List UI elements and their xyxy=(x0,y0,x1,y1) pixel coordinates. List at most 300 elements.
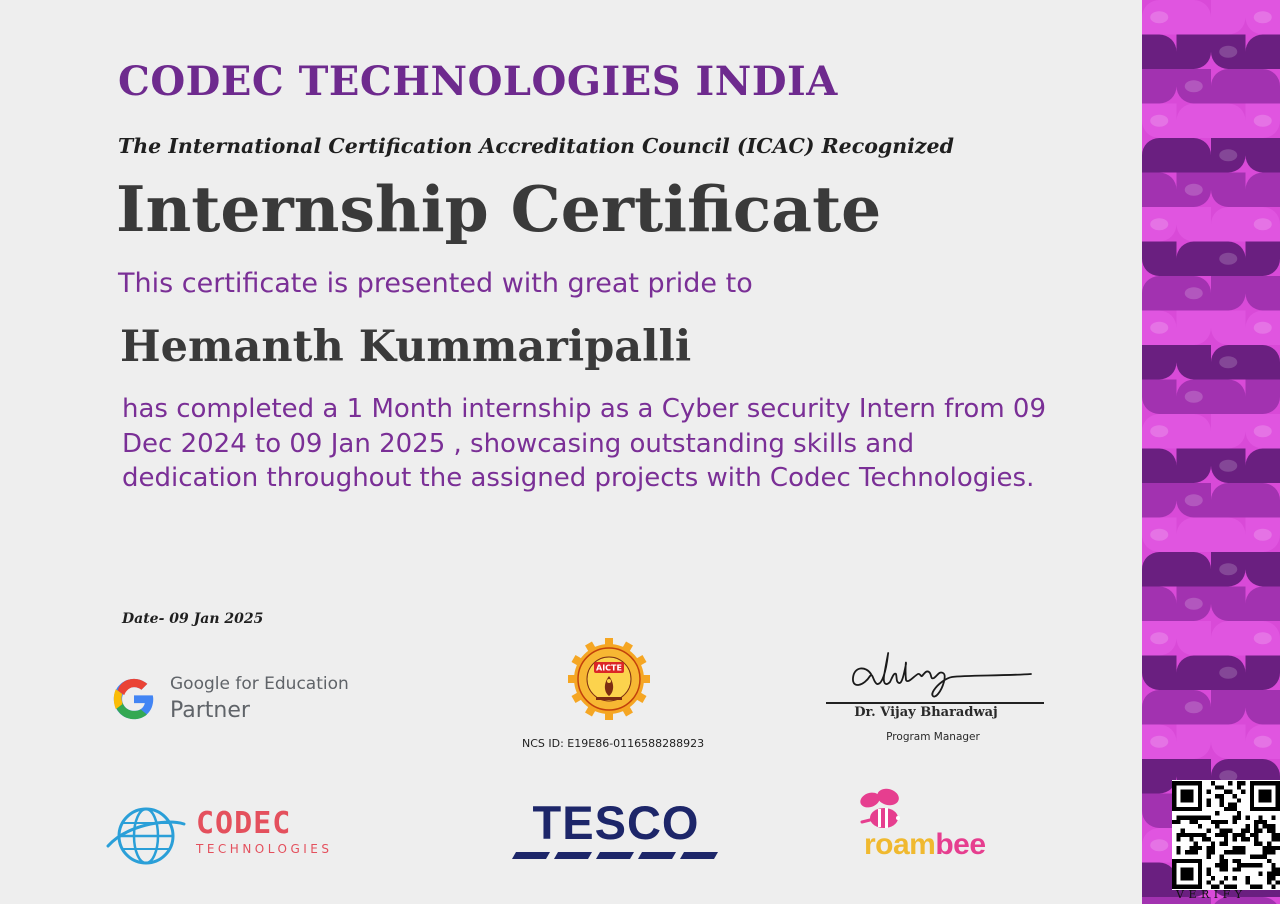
qr-module xyxy=(1185,850,1189,854)
qr-module xyxy=(1271,833,1275,837)
pattern-dot xyxy=(1185,494,1203,506)
qr-module xyxy=(1250,863,1254,867)
qr-module xyxy=(1224,859,1228,863)
qr-module xyxy=(1254,829,1258,833)
qr-module xyxy=(1258,807,1262,811)
qr-module xyxy=(1254,863,1258,867)
pattern-dot xyxy=(1150,839,1168,851)
pattern-cell xyxy=(1142,138,1177,173)
qr-module xyxy=(1194,846,1198,850)
pattern-cell xyxy=(1211,380,1246,415)
certificate-title: Internship Certificate xyxy=(116,172,882,246)
qr-module xyxy=(1202,833,1206,837)
qr-module xyxy=(1189,850,1193,854)
qr-module xyxy=(1258,794,1262,798)
pattern-cell xyxy=(1211,276,1246,311)
pattern-cell xyxy=(1142,449,1177,484)
pattern-cell xyxy=(1246,242,1280,277)
qr-module xyxy=(1237,811,1241,815)
qr-module xyxy=(1245,876,1249,880)
qr-module xyxy=(1258,816,1262,820)
qr-module xyxy=(1241,790,1245,794)
qr-module xyxy=(1276,798,1280,802)
pattern-dot xyxy=(1254,529,1272,541)
signatory-name: Dr. Vijay Bharadwaj xyxy=(854,705,998,720)
pattern-dot xyxy=(1185,701,1203,713)
qr-module xyxy=(1271,876,1275,880)
qr-module xyxy=(1241,781,1245,785)
qr-module xyxy=(1232,850,1236,854)
qr-module xyxy=(1189,790,1193,794)
qr-module xyxy=(1258,781,1262,785)
recognition-line: The International Certification Accreditation Council (ICAC) Recognized xyxy=(118,134,954,158)
presented-line: This certificate is presented with great pride to xyxy=(118,268,753,299)
pattern-cell xyxy=(1211,69,1246,104)
pattern-cell xyxy=(1211,311,1246,346)
qr-module xyxy=(1271,816,1275,820)
qr-module xyxy=(1207,867,1211,871)
qr-module xyxy=(1254,854,1258,858)
qr-module xyxy=(1224,850,1228,854)
qr-module xyxy=(1220,863,1224,867)
pattern-cell xyxy=(1177,207,1212,242)
pattern-dot xyxy=(1254,425,1272,437)
pattern-dot xyxy=(1185,598,1203,610)
pattern-cell xyxy=(1142,656,1177,691)
qr-module xyxy=(1220,859,1224,863)
qr-module xyxy=(1258,872,1262,876)
qr-module xyxy=(1211,846,1215,850)
qr-module xyxy=(1267,781,1271,785)
pattern-cell xyxy=(1211,104,1246,139)
qr-module xyxy=(1220,820,1224,824)
qr-module xyxy=(1258,820,1262,824)
qr-module xyxy=(1198,798,1202,802)
qr-module xyxy=(1232,859,1236,863)
qr-module xyxy=(1232,867,1236,871)
qr-module xyxy=(1189,816,1193,820)
signatory-role: Program Manager xyxy=(886,731,980,743)
qr-module xyxy=(1185,807,1189,811)
qr-module xyxy=(1202,816,1206,820)
qr-module xyxy=(1172,785,1176,789)
pattern-cell xyxy=(1177,449,1212,484)
qr-module xyxy=(1271,867,1275,871)
pattern-dot xyxy=(1254,632,1272,644)
pattern-dot xyxy=(1150,632,1168,644)
qr-module xyxy=(1189,820,1193,824)
qr-module xyxy=(1185,867,1189,871)
qr-module xyxy=(1263,854,1267,858)
pattern-dot xyxy=(1185,391,1203,403)
pattern-cell xyxy=(1246,690,1280,725)
qr-module xyxy=(1189,798,1193,802)
qr-module xyxy=(1263,798,1267,802)
qr-module xyxy=(1172,807,1176,811)
qr-module xyxy=(1198,781,1202,785)
codec-subtitle: TECHNOLOGIES xyxy=(196,842,333,856)
qr-module xyxy=(1237,785,1241,789)
qr-module xyxy=(1181,867,1185,871)
qr-module xyxy=(1258,841,1262,845)
globe-icon xyxy=(106,806,186,866)
pattern-cell xyxy=(1246,449,1280,484)
qr-module xyxy=(1241,850,1245,854)
pattern-dot xyxy=(1150,736,1168,748)
qr-module xyxy=(1224,867,1228,871)
qr-module xyxy=(1276,781,1280,785)
qr-module xyxy=(1258,798,1262,802)
qr-module xyxy=(1267,798,1271,802)
google-partner-line1: Google for Education xyxy=(170,674,349,694)
pattern-cell xyxy=(1211,207,1246,242)
qr-module xyxy=(1185,794,1189,798)
qr-module xyxy=(1198,833,1202,837)
pattern-cell xyxy=(1142,380,1177,415)
qr-module xyxy=(1276,794,1280,798)
qr-module xyxy=(1198,863,1202,867)
pattern-cell xyxy=(1177,311,1212,346)
pattern-cell xyxy=(1177,552,1212,587)
qr-module xyxy=(1245,824,1249,828)
qr-module xyxy=(1267,807,1271,811)
pattern-dot xyxy=(1185,287,1203,299)
qr-module xyxy=(1245,880,1249,884)
qr-module xyxy=(1211,876,1215,880)
pattern-cell xyxy=(1177,138,1212,173)
qr-module xyxy=(1241,829,1245,833)
qr-module xyxy=(1172,781,1176,785)
qr-module xyxy=(1258,863,1262,867)
pattern-dot xyxy=(1254,218,1272,230)
qr-module xyxy=(1276,846,1280,850)
qr-module xyxy=(1276,880,1280,884)
pattern-cell xyxy=(1211,621,1246,656)
qr-module xyxy=(1263,820,1267,824)
pattern-dot xyxy=(1219,149,1237,161)
pattern-cell xyxy=(1142,690,1177,725)
pattern-cell xyxy=(1142,587,1177,622)
qr-module xyxy=(1207,854,1211,858)
qr-module xyxy=(1198,867,1202,871)
qr-module xyxy=(1263,781,1267,785)
qr-module xyxy=(1176,837,1180,841)
qr-module xyxy=(1276,837,1280,841)
qr-module xyxy=(1172,867,1176,871)
qr-module xyxy=(1220,841,1224,845)
codec-technologies-logo xyxy=(106,806,366,866)
qr-module xyxy=(1189,876,1193,880)
pattern-cell xyxy=(1246,276,1280,311)
pattern-dot xyxy=(1150,115,1168,127)
aicte-seal-icon xyxy=(566,636,652,722)
qr-module xyxy=(1198,859,1202,863)
qr-module xyxy=(1220,785,1224,789)
pattern-cell xyxy=(1142,173,1177,208)
qr-module xyxy=(1181,781,1185,785)
verify-label: VERIFY xyxy=(1176,888,1247,901)
pattern-cell xyxy=(1177,0,1212,35)
pattern-dot xyxy=(1150,218,1168,230)
qr-module xyxy=(1181,798,1185,802)
pattern-cell xyxy=(1246,173,1280,208)
qr-module xyxy=(1211,781,1215,785)
pattern-dot xyxy=(1219,356,1237,368)
pattern-cell xyxy=(1211,483,1246,518)
qr-module xyxy=(1232,803,1236,807)
qr-module xyxy=(1185,798,1189,802)
pattern-cell xyxy=(1211,173,1246,208)
qr-module xyxy=(1271,872,1275,876)
qr-module xyxy=(1237,798,1241,802)
google-g-icon xyxy=(112,677,156,721)
pattern-cell xyxy=(1246,138,1280,173)
qr-module xyxy=(1267,841,1271,845)
qr-module xyxy=(1185,816,1189,820)
qr-module xyxy=(1267,872,1271,876)
qr-module xyxy=(1220,867,1224,871)
qr-module xyxy=(1241,833,1245,837)
qr-module xyxy=(1263,794,1267,798)
qr-module xyxy=(1189,859,1193,863)
recipient-name: Hemanth Kummaripalli xyxy=(120,322,692,372)
qr-module xyxy=(1228,850,1232,854)
qr-module xyxy=(1254,781,1258,785)
qr-module xyxy=(1215,820,1219,824)
qr-module xyxy=(1267,850,1271,854)
qr-module xyxy=(1250,781,1254,785)
qr-module xyxy=(1220,854,1224,858)
qr-module xyxy=(1250,807,1254,811)
qr-module xyxy=(1207,846,1211,850)
qr-module xyxy=(1267,876,1271,880)
qr-module xyxy=(1211,820,1215,824)
qr-module xyxy=(1198,794,1202,798)
qr-module xyxy=(1185,876,1189,880)
pattern-dot xyxy=(1150,322,1168,334)
qr-module xyxy=(1237,781,1241,785)
pattern-cell xyxy=(1142,897,1177,904)
roambee-word xyxy=(864,828,986,862)
pattern-cell xyxy=(1142,276,1177,311)
pattern-cell xyxy=(1177,725,1212,760)
pattern-cell xyxy=(1246,345,1280,380)
description: has completed a 1 Month internship as a Cyber security Intern from 09 Dec 2024 to 09 Jan 2025 , showcasing outstanding skills and dedication throughout the assigned projects with Codec Technologies. xyxy=(122,394,1046,493)
qr-module xyxy=(1224,790,1228,794)
pattern-cell xyxy=(1211,518,1246,553)
qr-module xyxy=(1232,876,1236,880)
qr-module xyxy=(1207,837,1211,841)
qr-module xyxy=(1237,863,1241,867)
pattern-dot xyxy=(1219,563,1237,575)
google-education-partner-logo xyxy=(112,672,352,730)
qr-module xyxy=(1237,859,1241,863)
qr-module xyxy=(1271,829,1275,833)
qr-module xyxy=(1207,829,1211,833)
qr-module xyxy=(1245,816,1249,820)
pattern-cell xyxy=(1177,518,1212,553)
qr-module xyxy=(1215,833,1219,837)
qr-module xyxy=(1245,837,1249,841)
tesco-logo xyxy=(510,796,724,861)
qr-module xyxy=(1215,785,1219,789)
qr-module xyxy=(1181,790,1185,794)
qr-module xyxy=(1276,872,1280,876)
qr-module xyxy=(1172,798,1176,802)
ncs-id: NCS ID: E19E86-0116588288923 xyxy=(522,737,705,750)
verification-qr-code[interactable] xyxy=(1172,780,1280,890)
qr-module xyxy=(1258,854,1262,858)
qr-module xyxy=(1207,798,1211,802)
pattern-cell xyxy=(1211,414,1246,449)
qr-module xyxy=(1271,824,1275,828)
qr-module xyxy=(1198,785,1202,789)
qr-module xyxy=(1176,816,1180,820)
qr-module xyxy=(1215,824,1219,828)
qr-module xyxy=(1276,833,1280,837)
qr-module xyxy=(1181,794,1185,798)
issue-date: Date- 09 Jan 2025 xyxy=(122,611,264,627)
qr-module xyxy=(1224,863,1228,867)
qr-module xyxy=(1189,837,1193,841)
qr-module xyxy=(1189,833,1193,837)
svg-text:AICTE: AICTE xyxy=(596,663,622,673)
qr-module xyxy=(1220,833,1224,837)
qr-module xyxy=(1207,803,1211,807)
qr-module xyxy=(1250,794,1254,798)
qr-module xyxy=(1194,781,1198,785)
qr-module xyxy=(1176,859,1180,863)
qr-module xyxy=(1194,833,1198,837)
qr-module xyxy=(1172,863,1176,867)
qr-module xyxy=(1220,829,1224,833)
pattern-dot xyxy=(1150,11,1168,23)
qr-module xyxy=(1263,850,1267,854)
qr-module xyxy=(1176,850,1180,854)
qr-module xyxy=(1267,829,1271,833)
qr-module xyxy=(1198,880,1202,884)
qr-module xyxy=(1237,850,1241,854)
qr-module xyxy=(1181,816,1185,820)
pattern-cell xyxy=(1177,35,1212,70)
pattern-dot xyxy=(1254,11,1272,23)
qr-module xyxy=(1185,833,1189,837)
pattern-cell xyxy=(1246,69,1280,104)
qr-module xyxy=(1172,820,1176,824)
qr-module xyxy=(1189,846,1193,850)
signature-line xyxy=(826,702,1044,704)
qr-module xyxy=(1258,829,1262,833)
qr-module xyxy=(1241,863,1245,867)
qr-module xyxy=(1263,807,1267,811)
qr-module xyxy=(1207,872,1211,876)
pattern-cell xyxy=(1246,656,1280,691)
qr-module xyxy=(1215,811,1219,815)
pattern-cell xyxy=(1177,242,1212,277)
roambee-part1: roam xyxy=(864,828,936,861)
qr-module xyxy=(1267,880,1271,884)
signature-icon xyxy=(826,644,1046,702)
tesco-word: TESCO xyxy=(532,796,700,849)
qr-module xyxy=(1271,846,1275,850)
qr-module xyxy=(1189,781,1193,785)
pattern-cell xyxy=(1142,69,1177,104)
qr-module xyxy=(1198,824,1202,828)
qr-module xyxy=(1189,807,1193,811)
qr-module xyxy=(1224,807,1228,811)
pattern-dot xyxy=(1185,80,1203,92)
pattern-cell xyxy=(1177,414,1212,449)
qr-module xyxy=(1185,790,1189,794)
qr-module xyxy=(1232,837,1236,841)
tesco-stripes-icon xyxy=(510,851,724,861)
qr-module xyxy=(1241,846,1245,850)
qr-module xyxy=(1198,816,1202,820)
qr-module xyxy=(1215,794,1219,798)
qr-module xyxy=(1220,880,1224,884)
qr-module xyxy=(1263,824,1267,828)
qr-module xyxy=(1181,829,1185,833)
pattern-dot xyxy=(1254,322,1272,334)
qr-module xyxy=(1228,807,1232,811)
qr-module xyxy=(1254,824,1258,828)
qr-module xyxy=(1194,820,1198,824)
qr-module xyxy=(1172,803,1176,807)
qr-module xyxy=(1263,846,1267,850)
qr-module xyxy=(1198,876,1202,880)
qr-module xyxy=(1224,833,1228,837)
qr-module xyxy=(1220,794,1224,798)
qr-module xyxy=(1198,807,1202,811)
qr-module xyxy=(1250,833,1254,837)
qr-module xyxy=(1211,850,1215,854)
google-partner-line2: Partner xyxy=(170,698,250,723)
qr-module xyxy=(1172,794,1176,798)
qr-module xyxy=(1224,820,1228,824)
pattern-dot xyxy=(1219,253,1237,265)
qr-module xyxy=(1250,785,1254,789)
roambee-part2: bee xyxy=(935,828,986,861)
qr-module xyxy=(1271,837,1275,841)
qr-module xyxy=(1202,837,1206,841)
qr-module xyxy=(1271,781,1275,785)
qr-module xyxy=(1250,790,1254,794)
decorative-pattern xyxy=(1142,0,1280,904)
qr-module xyxy=(1185,859,1189,863)
pattern-cell xyxy=(1177,345,1212,380)
qr-module xyxy=(1258,790,1262,794)
qr-module xyxy=(1181,807,1185,811)
pattern-dot xyxy=(1150,425,1168,437)
roambee-logo xyxy=(852,786,1022,866)
qr-module xyxy=(1224,876,1228,880)
qr-module xyxy=(1181,833,1185,837)
qr-module xyxy=(1232,807,1236,811)
qr-module xyxy=(1172,876,1176,880)
qr-module xyxy=(1232,794,1236,798)
pattern-dot xyxy=(1254,736,1272,748)
qr-module xyxy=(1250,798,1254,802)
qr-module xyxy=(1271,850,1275,854)
qr-module xyxy=(1267,824,1271,828)
qr-module xyxy=(1181,872,1185,876)
qr-module xyxy=(1194,859,1198,863)
qr-module xyxy=(1172,790,1176,794)
qr-module xyxy=(1189,794,1193,798)
pattern-cell xyxy=(1142,552,1177,587)
qr-module xyxy=(1189,872,1193,876)
pattern-dot xyxy=(1219,460,1237,472)
